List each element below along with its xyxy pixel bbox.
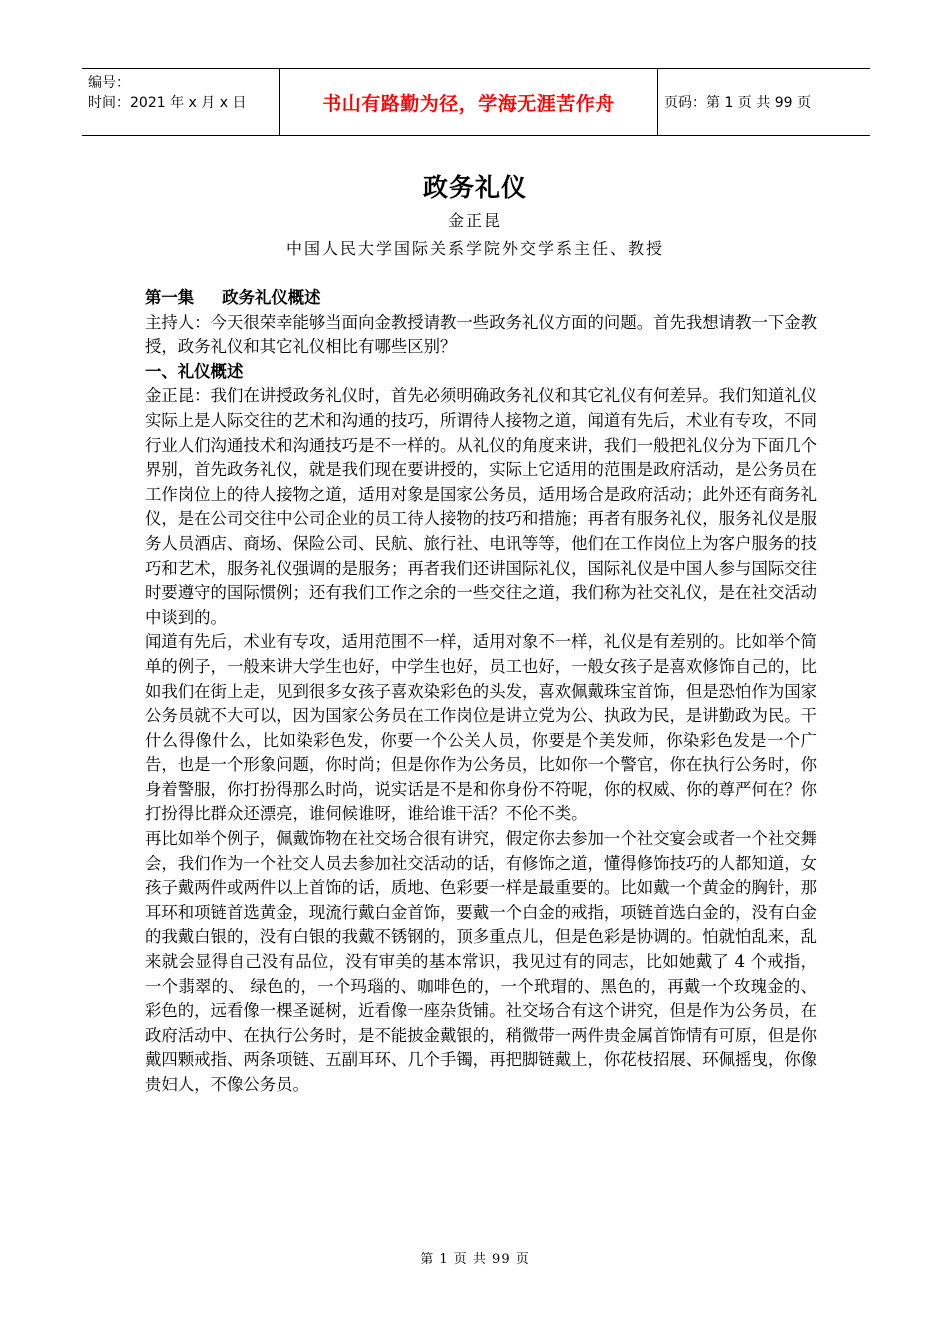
header-page-info: 页码：第 1 页 共 99 页	[664, 95, 811, 111]
episode-heading	[145, 286, 817, 311]
page-footer: 第 1 页 共 99 页	[420, 1252, 530, 1267]
header-meta-cell	[82, 69, 280, 135]
paragraph: 金正昆：我们在讲授政务礼仪时，首先必须明确政务礼仪和其它礼仪有何差异。我们知道礼仪实际上是人际交往的艺术和沟通的技巧，所谓待人接物之道，闻道有先后，术业有专攻，不同行业人们沟通技术和沟通技巧是不一样的。从礼仪的角度来讲，我们一般把礼仪分为下面几个界别，首先政务礼仪，就是我们现在要讲授的，实际上它适用的范围是政府活动，是公务员在工作岗位上的待人接物之道，适用对象是国家公务员，适用场合是政府活动；此外还有商务礼仪，是在公司交往中公司企业的员工待人接物的技巧和措施；再者有服务礼仪，服务礼仪是服务人员酒店、商场、保险公司、民航、旅行社、电讯等等，他们在工作岗位上为客户服务的技巧和艺术，服务礼仪强调的是服务；再者我们还讲国际礼仪，国际礼仪是中国人参与国际交往时要遵守的国际惯例；还有我们工作之余的一些交往之道，我们称为社交礼仪，是在社交活动中谈到的。	[145, 386, 818, 627]
header-motto: 书山有路勤为径，学海无涯苦作舟	[280, 69, 658, 135]
document-title: 政务礼仪	[422, 173, 527, 202]
header-table	[82, 68, 870, 136]
episode-number: 第一集	[145, 288, 195, 307]
paragraph-host-question: 主持人：今天很荣幸能够当面向金教授请教一些政务礼仪方面的问题。首先我想请教一下金教授，政务礼仪和其它礼仪相比有哪些区别？	[145, 312, 818, 357]
document-time-label: 时间：2021 年 x 月 x 日	[88, 95, 247, 111]
document-author: 金正昆	[447, 211, 502, 230]
paragraph: 闻道有先后，术业有专攻，适用范围不一样，适用对象不一样，礼仪是有差别的。比如举个简单的例子，一般来讲大学生也好，中学生也好，员工也好，一般女孩子是喜欢修饰自己的，比如我们在街上走，见到很多女孩子喜欢染彩色的头发，喜欢佩戴珠宝首饰，但是恐怕作为国家公务员就不大可以，因为国家公务员在工作岗位是讲立党为公、执政为民，是讲勤政为民。干什么得像什么，比如染彩色发，你要一个公关人员，你要是个美发师，你染彩色发是一个广告，也是一个形象问题，你时尚；但是你作为公务员，比如你一个警官，你在执行公务时，你身着警服，你打扮得那么时尚，说实话是不是和你身份不符呢，你的权威、你的尊严何在？你打扮得比群众还漂亮，谁伺候谁呀，谁给谁干活？不伦不类。	[145, 632, 818, 824]
episode-title: 政务礼仪概述	[222, 288, 321, 307]
paragraph: 再比如举个例子，佩戴饰物在社交场合很有讲究，假定你去参加一个社交宴会或者一个社交舞会，我们作为一个社交人员去参加社交活动的话，有修饰之道，懂得修饰技巧的人都知道，女孩子戴两件或两件以上首饰的话，质地、色彩要一样是最重要的。比如戴一个黄金的胸针，那耳环和项链首选黄金，现流行戴白金首饰，要戴一个白金的戒指，项链首选白金的，没有白金的我戴白银的，没有白银的我戴不锈钢的，顶多重点儿，但是色彩是协调的。怕就怕乱来，乱来就会显得自己没有品位，没有审美的基本常识，我见过有的同志，比如她戴了 4 个戒指，一个翡翠的、 绿色的，一个玛瑙的、咖啡色的，一个玳瑁的、黑色的，再戴一个玫瑰金的、彩色的，远看像一棵圣诞树，近看像一座杂货铺。社交场合有这个讲究，但是作为公务员，在政府活动中、在执行公务时，是不能披金戴银的，稍微带一两件贵金属首饰情有可原，但是你戴四颗戒指、两条项链、五副耳环、几个手镯，再把脚链戴上，你花枝招展、环佩摇曳，你像贵妇人，不像公务员。	[145, 829, 818, 1094]
document-number-label: 编号：	[88, 75, 130, 91]
section-heading: 一、礼仪概述	[145, 361, 244, 381]
document-body	[145, 286, 817, 1098]
author-affiliation: 中国人民大学国际关系学院外交学系主任、教授	[285, 239, 664, 258]
